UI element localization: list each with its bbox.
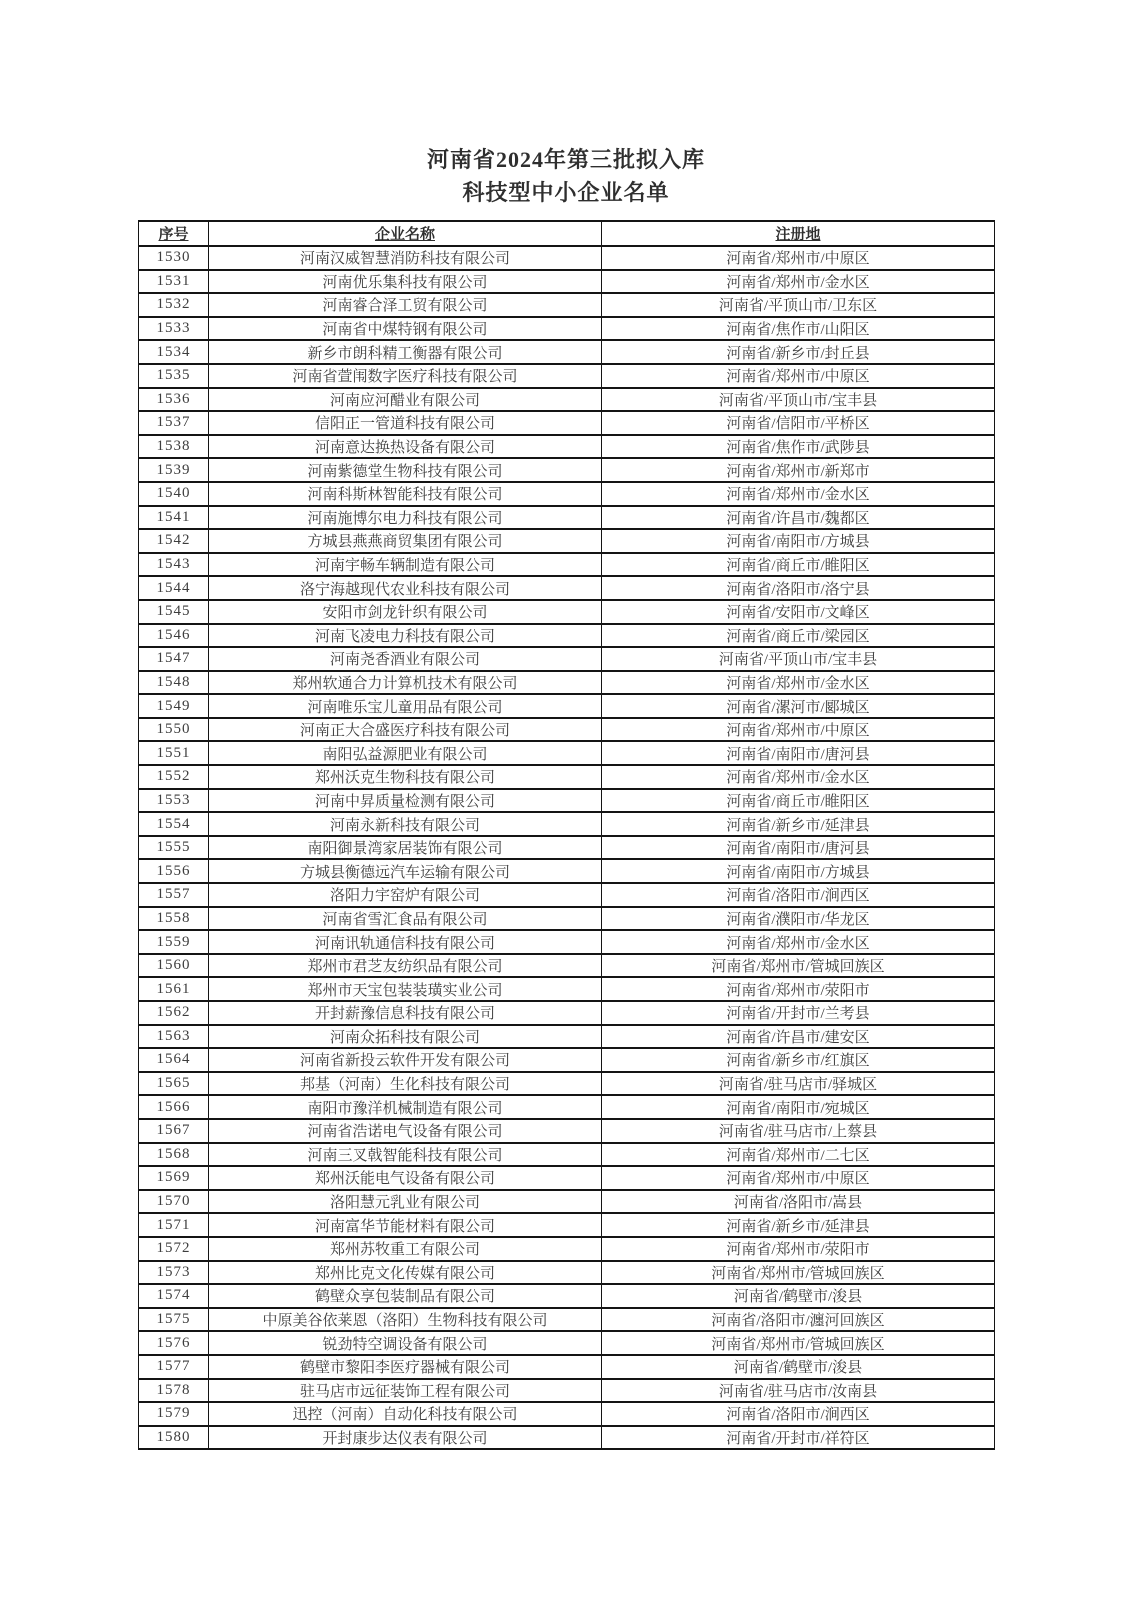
company-name-cell: 郑州软通合力计算机技术有限公司	[209, 671, 602, 695]
serial-number-cell: 1539	[139, 458, 209, 482]
doc-title	[138, 143, 994, 209]
company-name-cell: 河南科斯林智能科技有限公司	[209, 482, 602, 506]
company-name-cell: 河南睿合泽工贸有限公司	[209, 293, 602, 317]
registered-location-cell: 河南省/南阳市/唐河县	[602, 741, 995, 765]
registered-location-cell: 河南省/商丘市/睢阳区	[602, 553, 995, 577]
serial-number-cell: 1577	[139, 1355, 209, 1379]
registered-location-cell: 河南省/洛阳市/嵩县	[602, 1190, 995, 1214]
table-row	[139, 765, 995, 789]
table-row	[139, 671, 995, 695]
serial-number-cell: 1546	[139, 624, 209, 648]
company-name-cell: 开封薪豫信息科技有限公司	[209, 1001, 602, 1025]
company-table	[138, 220, 995, 1450]
serial-number-cell: 1569	[139, 1166, 209, 1190]
table-row	[139, 812, 995, 836]
doc-title-line-2: 科技型中小企业名单	[462, 180, 670, 205]
table-row	[139, 1095, 995, 1119]
registered-location-cell: 河南省/南阳市/宛城区	[602, 1095, 995, 1119]
table-row	[139, 1355, 995, 1379]
table-row	[139, 859, 995, 883]
registered-location-cell: 河南省/新乡市/红旗区	[602, 1048, 995, 1072]
table-row	[139, 718, 995, 742]
table-row	[139, 1331, 995, 1355]
table-row	[139, 293, 995, 317]
serial-number-cell: 1567	[139, 1119, 209, 1143]
company-name-cell: 鹤壁众享包装制品有限公司	[209, 1284, 602, 1308]
table-row	[139, 1119, 995, 1143]
serial-number-cell: 1531	[139, 270, 209, 294]
company-name-cell: 洛阳慧元乳业有限公司	[209, 1190, 602, 1214]
table-row	[139, 741, 995, 765]
registered-location-cell: 河南省/焦作市/山阳区	[602, 317, 995, 341]
company-name-cell: 河南施博尔电力科技有限公司	[209, 506, 602, 530]
serial-number-cell: 1560	[139, 954, 209, 978]
company-name-cell: 河南优乐集科技有限公司	[209, 270, 602, 294]
table-row	[139, 954, 995, 978]
serial-number-cell: 1558	[139, 907, 209, 931]
company-name-cell: 南阳弘益源肥业有限公司	[209, 741, 602, 765]
company-name-cell: 驻马店市远征装饰工程有限公司	[209, 1379, 602, 1403]
company-name-cell: 河南省中煤特钢有限公司	[209, 317, 602, 341]
table-row	[139, 883, 995, 907]
registered-location-cell: 河南省/商丘市/睢阳区	[602, 789, 995, 813]
serial-number-cell: 1552	[139, 765, 209, 789]
company-name-cell: 河南富华节能材料有限公司	[209, 1213, 602, 1237]
registered-location-cell: 河南省/郑州市/新郑市	[602, 458, 995, 482]
table-row	[139, 1166, 995, 1190]
table-row	[139, 930, 995, 954]
serial-number-cell: 1574	[139, 1284, 209, 1308]
registered-location-cell: 河南省/信阳市/平桥区	[602, 411, 995, 435]
registered-location-cell: 河南省/郑州市/二七区	[602, 1143, 995, 1167]
company-name-cell: 河南意达换热设备有限公司	[209, 435, 602, 459]
serial-number-cell: 1542	[139, 529, 209, 553]
company-name-cell: 方城县衡德远汽车运输有限公司	[209, 859, 602, 883]
table-row	[139, 977, 995, 1001]
serial-number-cell: 1532	[139, 293, 209, 317]
serial-number-cell: 1549	[139, 694, 209, 718]
table-row	[139, 836, 995, 860]
serial-number-cell: 1537	[139, 411, 209, 435]
registered-location-cell: 河南省/驻马店市/汝南县	[602, 1379, 995, 1403]
company-name-cell: 河南紫德堂生物科技有限公司	[209, 458, 602, 482]
document-body	[138, 143, 994, 1450]
company-name-cell: 河南唯乐宝儿童用品有限公司	[209, 694, 602, 718]
registered-location-cell: 河南省/洛阳市/涧西区	[602, 883, 995, 907]
header-serial-number: 序号	[139, 221, 209, 246]
company-name-cell: 迅控（河南）自动化科技有限公司	[209, 1402, 602, 1426]
company-name-cell: 锐劲特空调设备有限公司	[209, 1331, 602, 1355]
registered-location-cell: 河南省/郑州市/荥阳市	[602, 1237, 995, 1261]
serial-number-cell: 1536	[139, 388, 209, 412]
table-row	[139, 1261, 995, 1285]
serial-number-cell: 1570	[139, 1190, 209, 1214]
table-row	[139, 624, 995, 648]
table-row	[139, 364, 995, 388]
company-name-cell: 开封康步达仪表有限公司	[209, 1426, 602, 1450]
company-name-cell: 安阳市剑龙针织有限公司	[209, 600, 602, 624]
serial-number-cell: 1573	[139, 1261, 209, 1285]
registered-location-cell: 河南省/郑州市/管城回族区	[602, 954, 995, 978]
registered-location-cell: 河南省/许昌市/建安区	[602, 1025, 995, 1049]
registered-location-cell: 河南省/新乡市/延津县	[602, 1213, 995, 1237]
serial-number-cell: 1561	[139, 977, 209, 1001]
registered-location-cell: 河南省/平顶山市/宝丰县	[602, 647, 995, 671]
company-name-cell: 河南永新科技有限公司	[209, 812, 602, 836]
serial-number-cell: 1550	[139, 718, 209, 742]
registered-location-cell: 河南省/洛阳市/洛宁县	[602, 576, 995, 600]
company-name-cell: 郑州市君芝友纺织品有限公司	[209, 954, 602, 978]
company-name-cell: 河南飞凌电力科技有限公司	[209, 624, 602, 648]
company-name-cell: 郑州沃能电气设备有限公司	[209, 1166, 602, 1190]
company-name-cell: 南阳御景湾家居装饰有限公司	[209, 836, 602, 860]
registered-location-cell: 河南省/开封市/兰考县	[602, 1001, 995, 1025]
table-row	[139, 411, 995, 435]
registered-location-cell: 河南省/南阳市/方城县	[602, 859, 995, 883]
company-name-cell: 河南众拓科技有限公司	[209, 1025, 602, 1049]
serial-number-cell: 1576	[139, 1331, 209, 1355]
company-name-cell: 河南中昇质量检测有限公司	[209, 789, 602, 813]
serial-number-cell: 1571	[139, 1213, 209, 1237]
serial-number-cell: 1554	[139, 812, 209, 836]
company-name-cell: 洛宁海越现代农业科技有限公司	[209, 576, 602, 600]
registered-location-cell: 河南省/驻马店市/上蔡县	[602, 1119, 995, 1143]
serial-number-cell: 1559	[139, 930, 209, 954]
registered-location-cell: 河南省/鹤壁市/浚县	[602, 1355, 995, 1379]
table-row	[139, 529, 995, 553]
table-row	[139, 576, 995, 600]
table-row	[139, 1048, 995, 1072]
company-name-cell: 邦基（河南）生化科技有限公司	[209, 1072, 602, 1096]
table-row	[139, 1213, 995, 1237]
registered-location-cell: 河南省/平顶山市/卫东区	[602, 293, 995, 317]
registered-location-cell: 河南省/洛阳市/瀍河回族区	[602, 1308, 995, 1332]
table-row	[139, 600, 995, 624]
table-body	[139, 246, 995, 1449]
serial-number-cell: 1544	[139, 576, 209, 600]
doc-title-line-1: 河南省2024年第三批拟入库	[426, 147, 705, 172]
serial-number-cell: 1563	[139, 1025, 209, 1049]
company-name-cell: 河南省雪汇食品有限公司	[209, 907, 602, 931]
company-name-cell: 方城县燕燕商贸集团有限公司	[209, 529, 602, 553]
registered-location-cell: 河南省/郑州市/管城回族区	[602, 1331, 995, 1355]
registered-location-cell: 河南省/新乡市/延津县	[602, 812, 995, 836]
registered-location-cell: 河南省/郑州市/金水区	[602, 765, 995, 789]
table-row	[139, 1143, 995, 1167]
company-name-cell: 郑州苏牧重工有限公司	[209, 1237, 602, 1261]
serial-number-cell: 1530	[139, 246, 209, 270]
registered-location-cell: 河南省/郑州市/金水区	[602, 671, 995, 695]
company-name-cell: 新乡市朗科精工衡器有限公司	[209, 340, 602, 364]
table-row	[139, 1284, 995, 1308]
registered-location-cell: 河南省/郑州市/中原区	[602, 246, 995, 270]
table-row	[139, 907, 995, 931]
table-row	[139, 1426, 995, 1450]
registered-location-cell: 河南省/洛阳市/涧西区	[602, 1402, 995, 1426]
registered-location-cell: 河南省/安阳市/文峰区	[602, 600, 995, 624]
table-row	[139, 789, 995, 813]
company-name-cell: 河南省萱闱数字医疗科技有限公司	[209, 364, 602, 388]
company-name-cell: 河南讯轨通信科技有限公司	[209, 930, 602, 954]
registered-location-cell: 河南省/郑州市/金水区	[602, 930, 995, 954]
header-company-name: 企业名称	[209, 221, 602, 246]
registered-location-cell: 河南省/开封市/祥符区	[602, 1426, 995, 1450]
serial-number-cell: 1540	[139, 482, 209, 506]
table-header-row	[139, 221, 995, 246]
table-row	[139, 458, 995, 482]
company-name-cell: 南阳市豫洋机械制造有限公司	[209, 1095, 602, 1119]
table-row	[139, 270, 995, 294]
table-row	[139, 435, 995, 459]
registered-location-cell: 河南省/新乡市/封丘县	[602, 340, 995, 364]
registered-location-cell: 河南省/鹤壁市/浚县	[602, 1284, 995, 1308]
serial-number-cell: 1534	[139, 340, 209, 364]
serial-number-cell: 1543	[139, 553, 209, 577]
registered-location-cell: 河南省/驻马店市/驿城区	[602, 1072, 995, 1096]
header-registered-location: 注册地	[602, 221, 995, 246]
registered-location-cell: 河南省/南阳市/唐河县	[602, 836, 995, 860]
serial-number-cell: 1572	[139, 1237, 209, 1261]
company-name-cell: 郑州比克文化传媒有限公司	[209, 1261, 602, 1285]
serial-number-cell: 1555	[139, 836, 209, 860]
serial-number-cell: 1533	[139, 317, 209, 341]
serial-number-cell: 1564	[139, 1048, 209, 1072]
serial-number-cell: 1575	[139, 1308, 209, 1332]
registered-location-cell: 河南省/南阳市/方城县	[602, 529, 995, 553]
serial-number-cell: 1566	[139, 1095, 209, 1119]
company-name-cell: 河南正大合盛医疗科技有限公司	[209, 718, 602, 742]
table-row	[139, 694, 995, 718]
company-name-cell: 信阳正一管道科技有限公司	[209, 411, 602, 435]
serial-number-cell: 1548	[139, 671, 209, 695]
table-row	[139, 1001, 995, 1025]
registered-location-cell: 河南省/郑州市/管城回族区	[602, 1261, 995, 1285]
serial-number-cell: 1578	[139, 1379, 209, 1403]
company-name-cell: 河南应河醋业有限公司	[209, 388, 602, 412]
registered-location-cell: 河南省/郑州市/荥阳市	[602, 977, 995, 1001]
company-name-cell: 郑州市天宝包装装璜实业公司	[209, 977, 602, 1001]
table-row	[139, 1072, 995, 1096]
serial-number-cell: 1562	[139, 1001, 209, 1025]
table-row	[139, 482, 995, 506]
table-row	[139, 1025, 995, 1049]
serial-number-cell: 1565	[139, 1072, 209, 1096]
table-row	[139, 1402, 995, 1426]
registered-location-cell: 河南省/漯河市/郾城区	[602, 694, 995, 718]
company-name-cell: 河南尧香酒业有限公司	[209, 647, 602, 671]
table-row	[139, 647, 995, 671]
table-row	[139, 1190, 995, 1214]
table-row	[139, 246, 995, 270]
registered-location-cell: 河南省/郑州市/中原区	[602, 1166, 995, 1190]
company-name-cell: 鹤壁市黎阳李医疗器械有限公司	[209, 1355, 602, 1379]
table-row	[139, 1237, 995, 1261]
serial-number-cell: 1553	[139, 789, 209, 813]
serial-number-cell: 1551	[139, 741, 209, 765]
serial-number-cell: 1547	[139, 647, 209, 671]
registered-location-cell: 河南省/商丘市/梁园区	[602, 624, 995, 648]
company-name-cell: 河南省新投云软件开发有限公司	[209, 1048, 602, 1072]
serial-number-cell: 1556	[139, 859, 209, 883]
registered-location-cell: 河南省/平顶山市/宝丰县	[602, 388, 995, 412]
table-row	[139, 1379, 995, 1403]
company-name-cell: 河南宇畅车辆制造有限公司	[209, 553, 602, 577]
table-row	[139, 506, 995, 530]
company-name-cell: 郑州沃克生物科技有限公司	[209, 765, 602, 789]
serial-number-cell: 1538	[139, 435, 209, 459]
registered-location-cell: 河南省/郑州市/金水区	[602, 482, 995, 506]
company-name-cell: 河南汉威智慧消防科技有限公司	[209, 246, 602, 270]
registered-location-cell: 河南省/焦作市/武陟县	[602, 435, 995, 459]
serial-number-cell: 1579	[139, 1402, 209, 1426]
table-row	[139, 317, 995, 341]
table-row	[139, 1308, 995, 1332]
registered-location-cell: 河南省/郑州市/中原区	[602, 364, 995, 388]
serial-number-cell: 1541	[139, 506, 209, 530]
company-name-cell: 中原美谷依莱恩（洛阳）生物科技有限公司	[209, 1308, 602, 1332]
serial-number-cell: 1580	[139, 1426, 209, 1450]
company-name-cell: 洛阳力宇窑炉有限公司	[209, 883, 602, 907]
registered-location-cell: 河南省/郑州市/中原区	[602, 718, 995, 742]
table-row	[139, 340, 995, 364]
table-row	[139, 553, 995, 577]
registered-location-cell: 河南省/郑州市/金水区	[602, 270, 995, 294]
serial-number-cell: 1535	[139, 364, 209, 388]
serial-number-cell: 1545	[139, 600, 209, 624]
serial-number-cell: 1568	[139, 1143, 209, 1167]
serial-number-cell: 1557	[139, 883, 209, 907]
registered-location-cell: 河南省/濮阳市/华龙区	[602, 907, 995, 931]
table-row	[139, 388, 995, 412]
company-name-cell: 河南省浩诺电气设备有限公司	[209, 1119, 602, 1143]
company-name-cell: 河南三叉戟智能科技有限公司	[209, 1143, 602, 1167]
registered-location-cell: 河南省/许昌市/魏都区	[602, 506, 995, 530]
